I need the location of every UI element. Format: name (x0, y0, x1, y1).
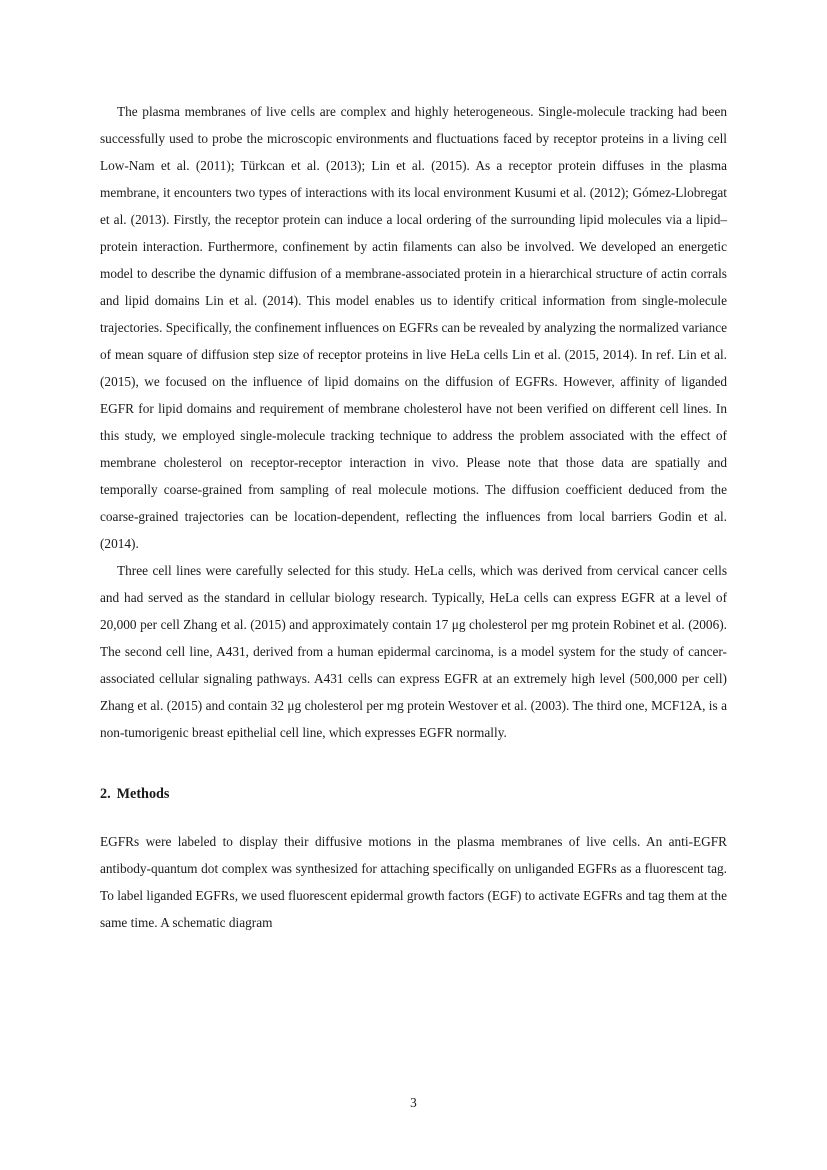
section-number: 2. (100, 786, 111, 802)
page-body (100, 98, 727, 936)
section-title: Methods (116, 786, 170, 802)
intro-paragraph-1: The plasma membranes of live cells are complex and highly heterogeneous. Single-molecule tracking had been successfully used to probe the microscopic environments and fluctuations faced by receptor proteins in a living cell Low-Nam et al. (2011); Türkcan et al. (2013); Lin et al. (2015). As a receptor protein diffuses in the plasma membrane, it encounters two types of interactions with its local environment Kusumi et al. (2012); Gómez-Llobregat et al. (2013). Firstly, the receptor protein can induce a local ordering of the surrounding lipid molecules via a lipid–protein interaction. Furthermore, confinement by actin filaments can also be involved. We developed an energetic model to describe the dynamic diffusion of a membrane-associated protein in a hierarchical structure of actin corrals and lipid domains Lin et al. (2014). This model enables us to identify critical information from single-molecule trajectories. Specifically, the confinement influences on EGFRs can be revealed by analyzing the normalized variance of mean square of diffusion step size of receptor proteins in live HeLa cells Lin et al. (2015, 2014). In ref. Lin et al. (2015), we focused on the influence of lipid domains on the diffusion of EGFRs. However, affinity of liganded EGFR for lipid domains and requirement of membrane cholesterol have not been verified on different cell lines. In this study, we employed single-molecule tracking technique to address the problem associated with the effect of membrane cholesterol on receptor-receptor interaction in vivo. Please note that those data are spatially and temporally coarse-grained from sampling of real molecule motions. The diffusion coefficient deduced from the coarse-grained trajectories can be location-dependent, reflecting the influences from local barriers Godin et al. (2014). (100, 104, 727, 551)
page-number: 3 (410, 1095, 417, 1110)
methods-section-heading (100, 784, 727, 804)
methods-paragraph: EGFRs were labeled to display their diffusive motions in the plasma membranes of live cells. An anti-EGFR antibody-quantum dot complex was synthesized for attaching specifically on unliganded EGFRs as a fluorescent tag. To label liganded EGFRs, we used fluorescent epidermal growth factors (EGF) to activate EGFRs and tag them at the same time. A schematic diagram (100, 834, 727, 930)
intro-paragraph-2: Three cell lines were carefully selected for this study. HeLa cells, which was derived from cervical cancer cells and had served as the standard in cellular biology research. Typically, HeLa cells can express EGFR at a level of 20,000 per cell Zhang et al. (2015) and approximately contain 17 μg cholesterol per mg protein Robinet et al. (2006). The second cell line, A431, derived from a human epidermal carcinoma, is a model system for the study of cancer-associated cellular signaling pathways. A431 cells can express EGFR at an extremely high level (500,000 per cell) Zhang et al. (2015) and contain 32 μg cholesterol per mg protein Westover et al. (2003). The third one, MCF12A, is a non-tumorigenic breast epithelial cell line, which expresses EGFR normally. (100, 563, 727, 740)
